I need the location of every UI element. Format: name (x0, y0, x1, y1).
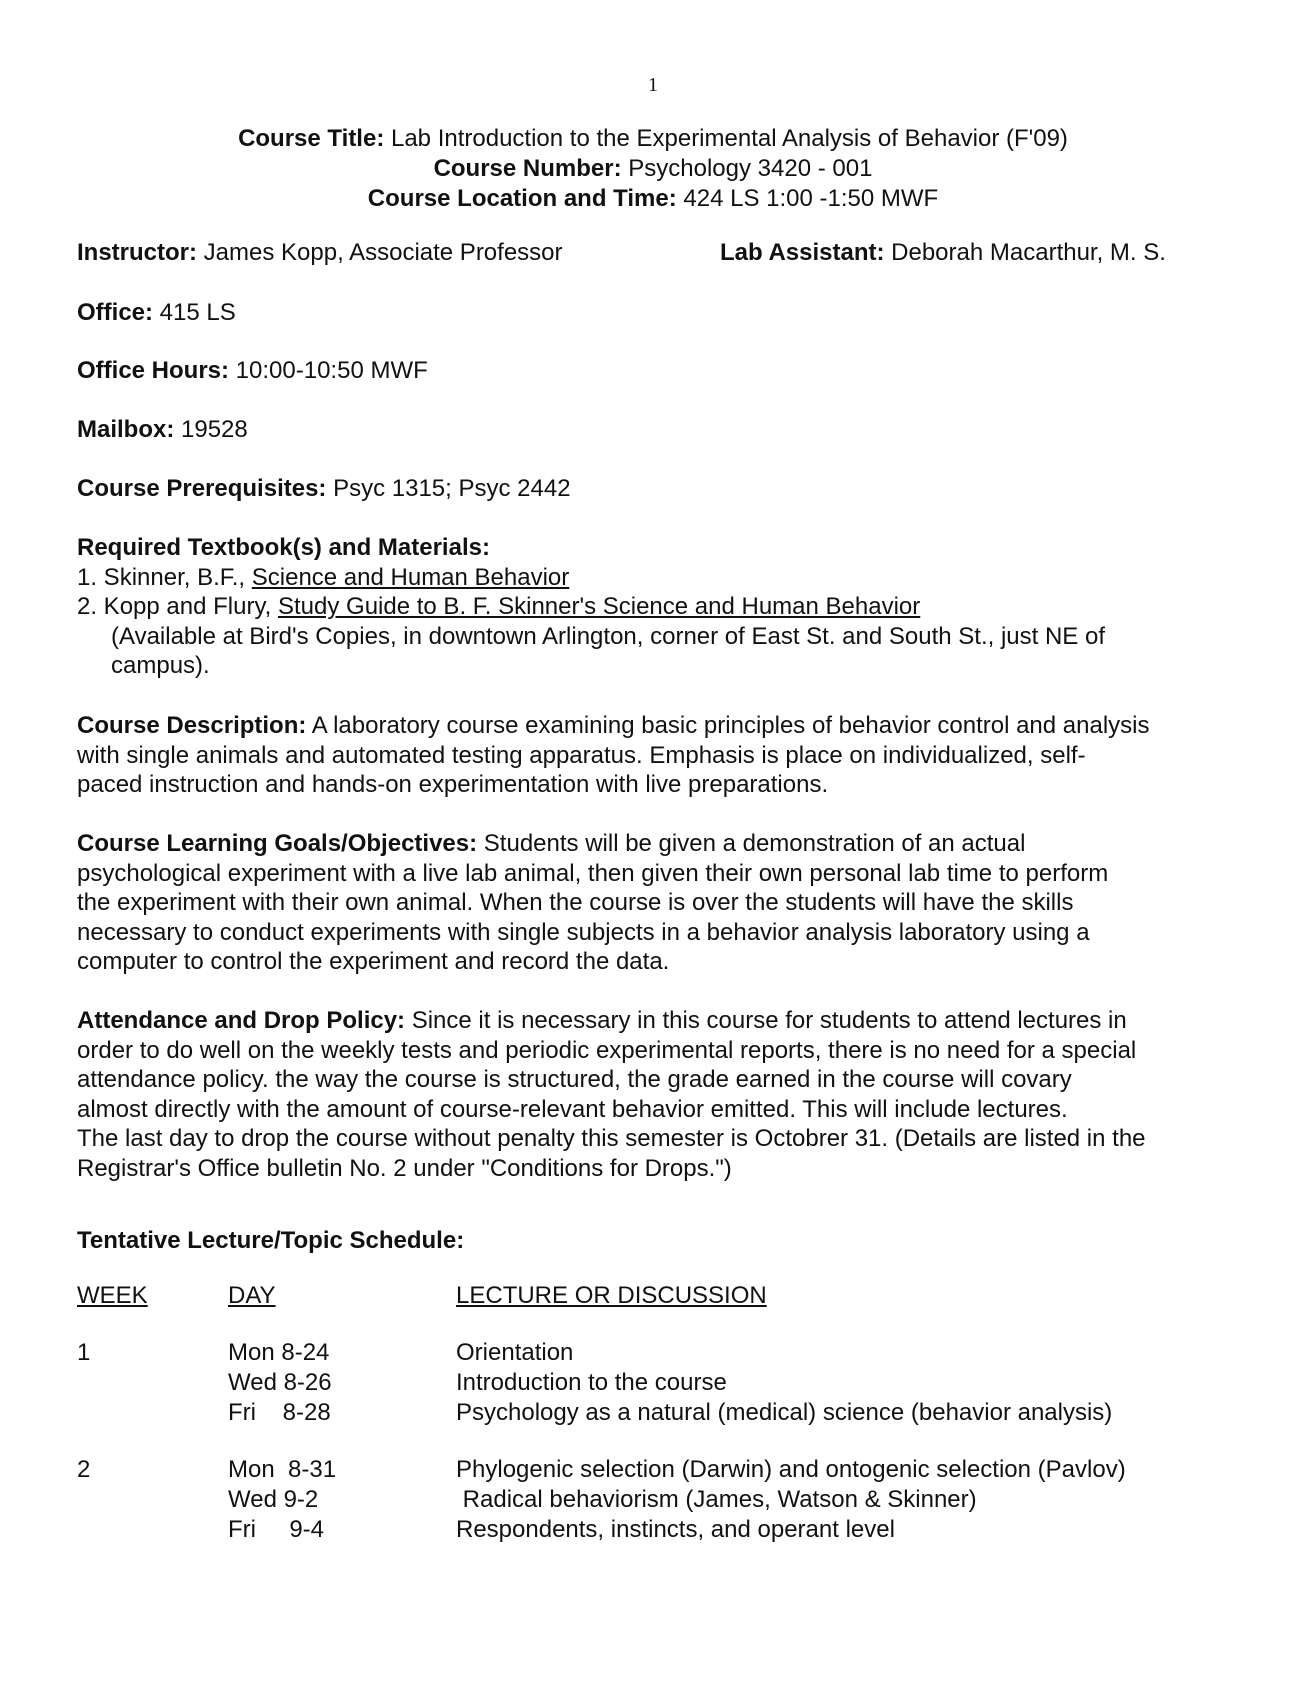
schedule-header-week: WEEK (77, 1282, 148, 1309)
mailbox-line (77, 415, 248, 445)
schedule-day: Mon 8-24 (228, 1339, 330, 1366)
schedule-day: Wed 9-2 (228, 1486, 319, 1513)
instructor-label: Instructor: (77, 239, 197, 266)
description-section (77, 711, 1237, 800)
schedule-lecture: Introduction to the course (456, 1369, 727, 1396)
instructor-value: James Kopp, Associate Professor (197, 239, 563, 266)
lab-assistant-label: Lab Assistant: (720, 239, 885, 266)
office-hours-line (77, 356, 428, 386)
course-number-line (0, 154, 1306, 184)
page-number: 1 (648, 74, 658, 96)
description-label: Course Description: (77, 712, 307, 739)
course-location-label: Course Location and Time: (367, 185, 677, 212)
goals-line-1 (77, 829, 1237, 859)
schedule-lecture: Phylogenic selection (Darwin) and ontogenic selection (Pavlov) (456, 1456, 1126, 1483)
office-hours-label: Office Hours: (77, 357, 230, 384)
course-number-label: Course Number: (433, 155, 622, 182)
attendance-line-3: attendance policy. the way the course is structured, the grade earned in the course will covary (77, 1066, 1072, 1094)
textbook-item-1-title: Science and Human Behavior (251, 563, 570, 591)
schedule-heading (77, 1226, 464, 1256)
schedule-day: Fri 9-4 (228, 1516, 325, 1543)
lab-assistant-value: Deborah Macarthur, M. S. (884, 239, 1166, 266)
prerequisites-value: Psyc 1315; Psyc 2442 (326, 475, 571, 502)
goals-line-5: computer to control the experiment and record the data. (77, 948, 670, 976)
schedule-header-day: DAY (228, 1282, 276, 1309)
description-text-1: A laboratory course examining basic principles of behavior control and analysis (306, 712, 1150, 739)
schedule-day: Fri 8-28 (228, 1399, 331, 1426)
textbook-note-line-2: campus). (111, 652, 210, 680)
schedule-lecture: Respondents, instincts, and operant level (456, 1516, 895, 1543)
textbook-item-1-prefix: 1. Skinner, B.F., (77, 563, 252, 591)
attendance-section (77, 1006, 1237, 1184)
goals-section (77, 829, 1237, 977)
textbook-item-2-title: Study Guide to B. F. Skinner's Science and Human Behavior (278, 593, 921, 621)
textbook-item-1 (77, 563, 1237, 593)
course-title-line (0, 124, 1306, 154)
attendance-line-2: order to do well on the weekly tests and periodic experimental reports, there is no need for a special (77, 1036, 1137, 1064)
description-line-1 (77, 711, 1237, 741)
goals-text-1: Students will be given a demonstration of an actual (477, 830, 1026, 857)
description-line-2: with single animals and automated testing apparatus. Emphasis is place on individualized, self- (77, 741, 1086, 769)
attendance-line-4: almost directly with the amount of course-relevant behavior emitted. This will include lectures. (77, 1095, 1068, 1123)
schedule-day: Mon 8-31 (228, 1456, 337, 1483)
textbooks-label: Required Textbook(s) and Materials: (77, 534, 490, 561)
attendance-label: Attendance and Drop Policy: (77, 1007, 406, 1034)
course-location-value: 424 LS 1:00 -1:50 MWF (676, 185, 939, 212)
schedule-lecture: Radical behaviorism (James, Watson & Skinner) (456, 1486, 977, 1513)
course-title-value: Lab Introduction to the Experimental Analysis of Behavior (F'09) (384, 125, 1068, 152)
schedule-label: Tentative Lecture/Topic Schedule: (77, 1227, 465, 1254)
textbooks-heading (77, 533, 1237, 563)
office-value: 415 LS (153, 299, 236, 326)
schedule-day: Wed 8-26 (228, 1369, 332, 1396)
course-title-label: Course Title: (238, 125, 385, 152)
office-hours-value: 10:00-10:50 MWF (229, 357, 428, 384)
mailbox-label: Mailbox: (77, 416, 175, 443)
schedule-week-1: 1 (77, 1339, 91, 1366)
goals-line-2: psychological experiment with a live lab animal, then given their own personal lab time to perform (77, 859, 1109, 887)
textbooks-section (77, 533, 1237, 681)
textbook-item-2-prefix: 2. Kopp and Flury, (77, 593, 278, 621)
attendance-text-1: Since it is necessary in this course for students to attend lectures in (405, 1007, 1127, 1034)
attendance-line-6: Registrar's Office bulletin No. 2 under "Conditions for Drops.") (77, 1154, 732, 1182)
goals-line-4: necessary to conduct experiments with single subjects in a behavior analysis laboratory using a (77, 918, 1090, 946)
goals-label: Course Learning Goals/Objectives: (77, 830, 478, 857)
schedule-week-2: 2 (77, 1456, 91, 1483)
instructor-line (77, 238, 563, 268)
schedule-lecture: Psychology as a natural (medical) science (behavior analysis) (456, 1399, 1113, 1426)
lab-assistant-line (720, 238, 1166, 268)
goals-line-3: the experiment with their own animal. When the course is over the students will have the skills (77, 889, 1074, 917)
mailbox-value: 19528 (174, 416, 248, 443)
course-location-line (0, 184, 1306, 214)
description-line-3: paced instruction and hands-on experimentation with live preparations. (77, 771, 829, 799)
office-label: Office: (77, 299, 154, 326)
prerequisites-label: Course Prerequisites: (77, 475, 327, 502)
textbook-note-line-1: (Available at Bird's Copies, in downtown Arlington, corner of East St. and South St., just NE of (111, 622, 1105, 650)
course-number-value: Psychology 3420 - 001 (621, 155, 873, 182)
attendance-line-1 (77, 1006, 1237, 1036)
textbook-item-2 (77, 592, 1237, 622)
attendance-line-5: The last day to drop the course without penalty this semester is Octobrer 31. (Details are listed in the (77, 1125, 1146, 1153)
office-line (77, 298, 236, 328)
schedule-lecture: Orientation (456, 1339, 574, 1366)
schedule-header-lecture: LECTURE OR DISCUSSION (456, 1282, 767, 1309)
prerequisites-line (77, 474, 571, 504)
